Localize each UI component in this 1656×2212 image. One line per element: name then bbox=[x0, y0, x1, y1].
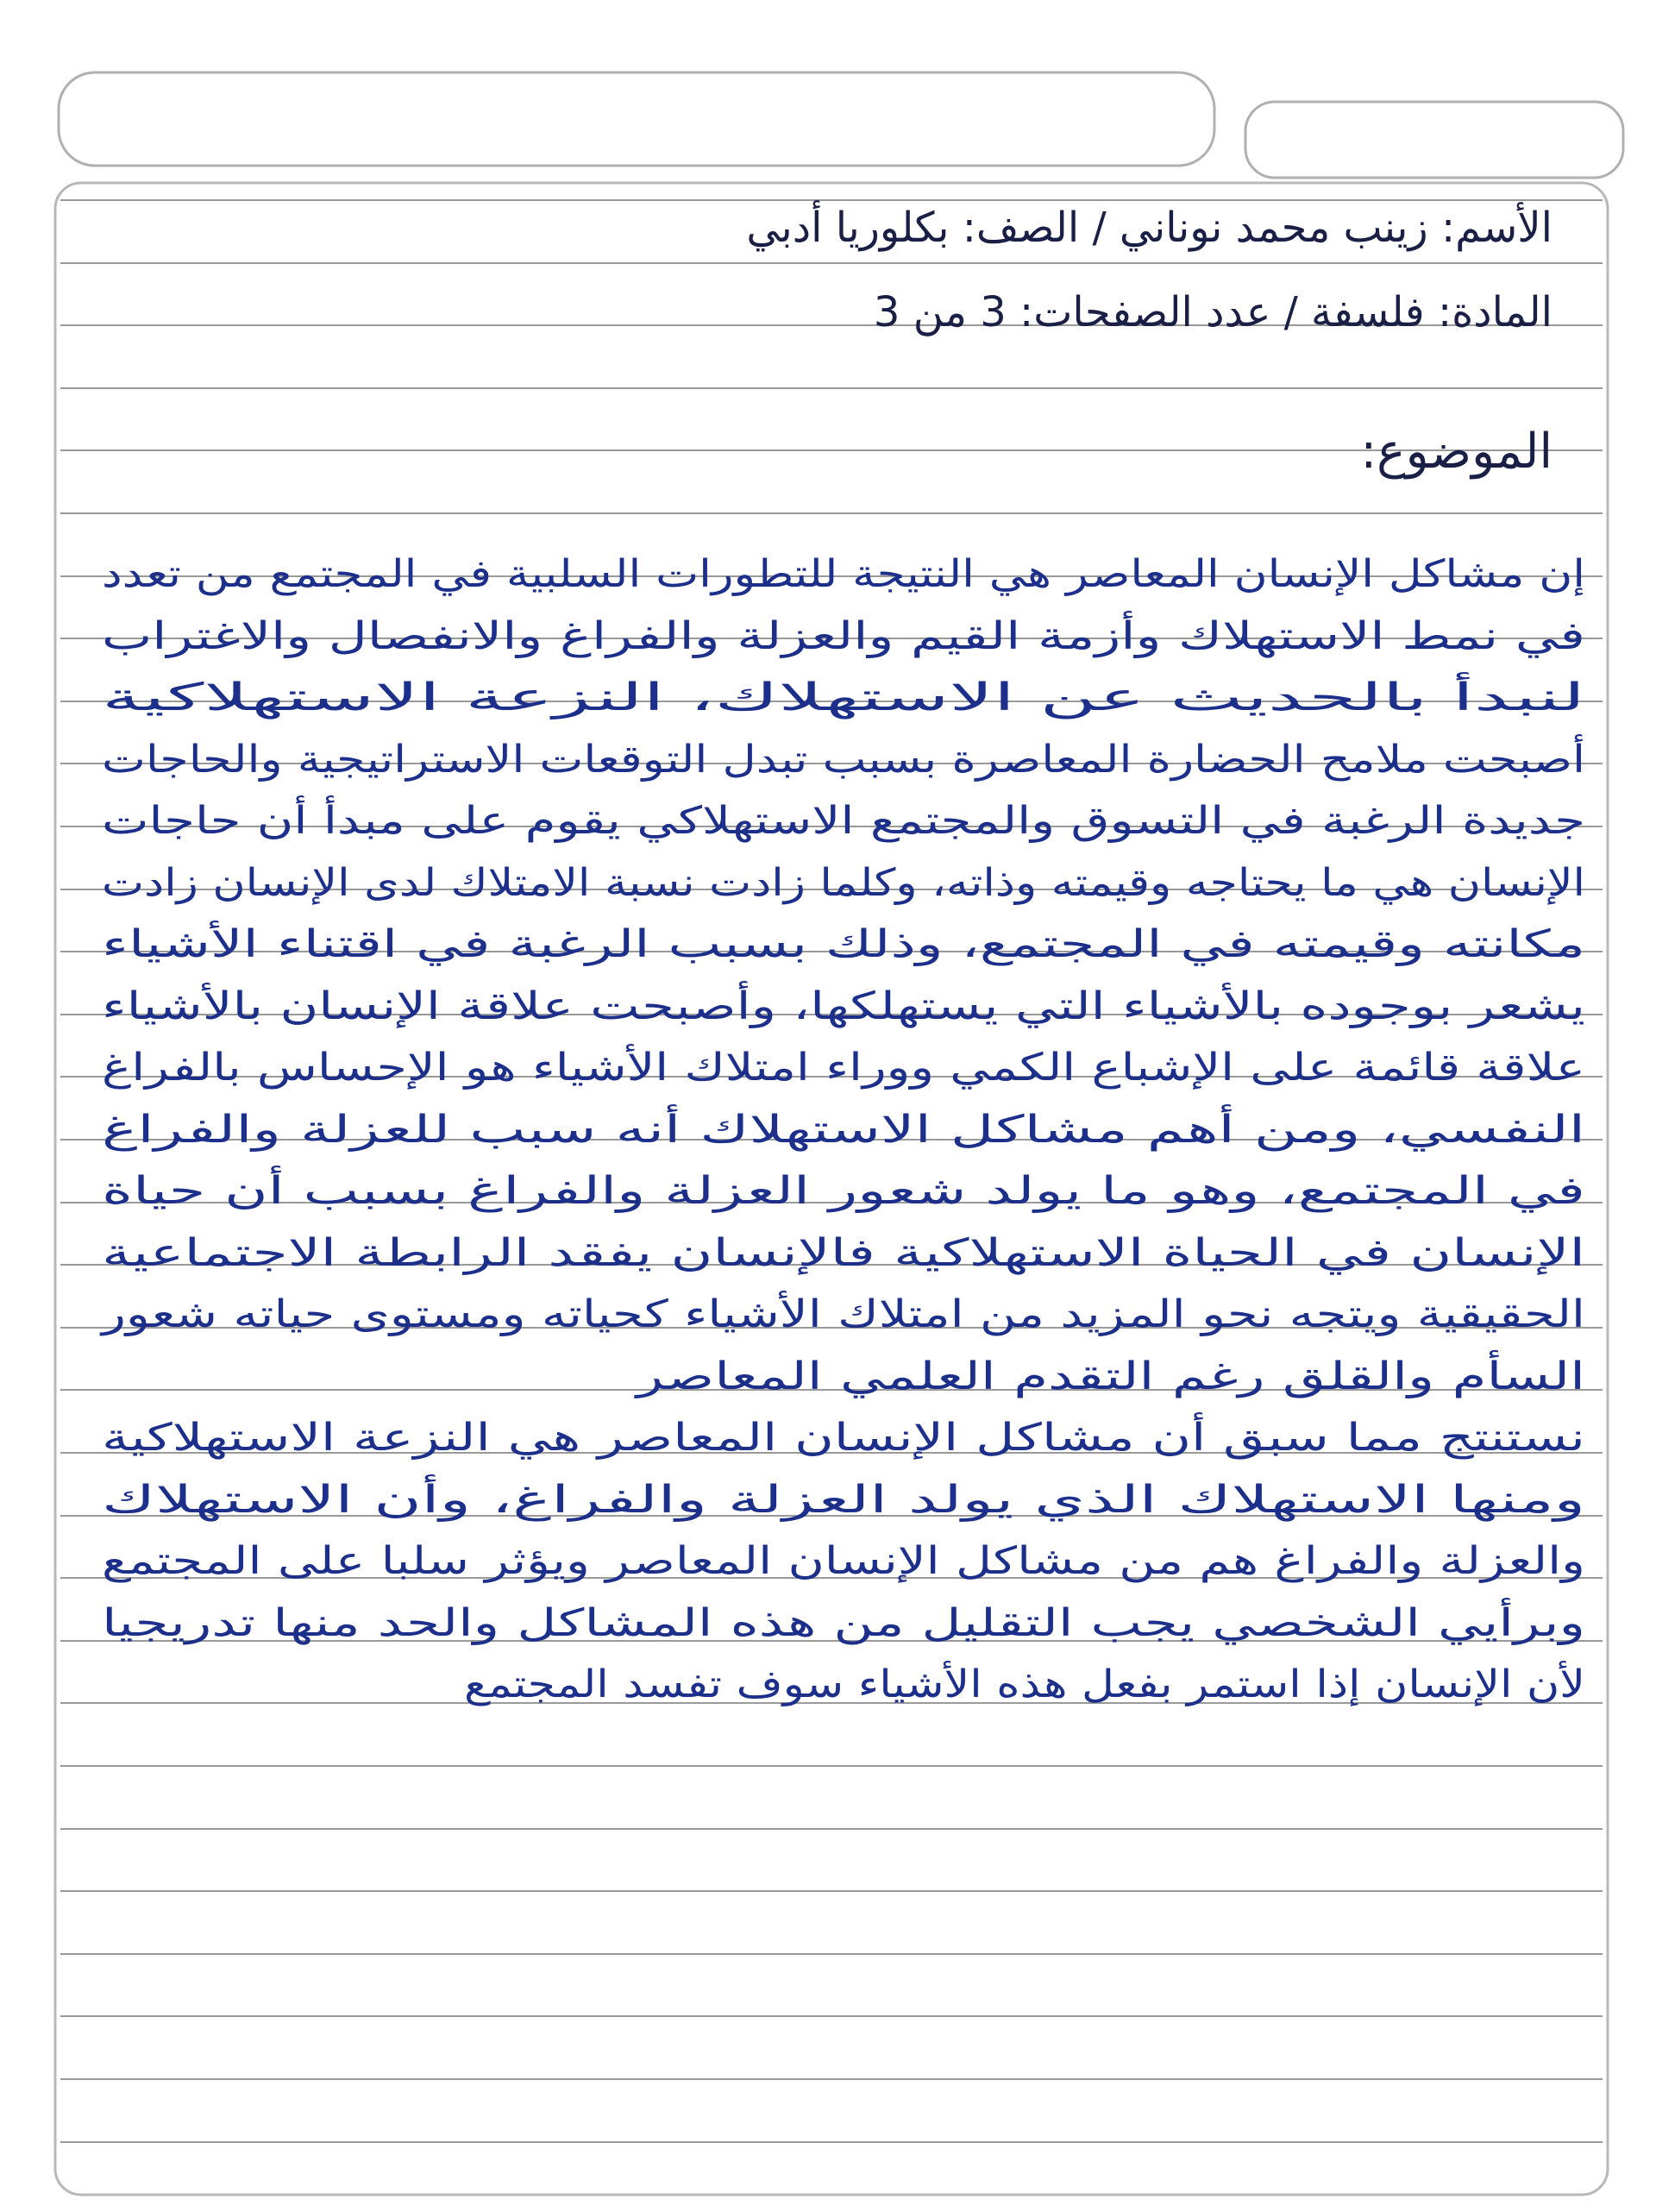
student-header bbox=[746, 200, 1552, 480]
essay-line: في المجتمع، وهو ما يولد شعور العزلة والفراغ بسبب أن حياة bbox=[102, 1169, 1051, 1213]
topic-label: الموضوع: bbox=[1360, 424, 1552, 480]
essay-line: جديدة الرغبة في التسوق والمجتمع الاستهلاكي يقوم على مبدأ أن حاجات bbox=[102, 799, 1229, 843]
essay-line: السأم والقلق رغم التقدم العلمي المعاصر bbox=[637, 1354, 1285, 1398]
essay-line: علاقة قائمة على الإشباع الكمي ووراء امتلاك الأشياء هو الإحساس بالفراغ bbox=[102, 1046, 1241, 1090]
essay-line: الإنسان في الحياة الاستهلاكية فالإنسان يفقد الرابطة الاجتماعية bbox=[102, 1231, 1585, 1275]
essay-line: لنبدأ بالحديث عن الاستهلاك، النزعة الاستهلاكية bbox=[102, 676, 827, 720]
essay-body bbox=[99, 552, 1585, 1706]
essay-line: يشعر بوجوده بالأشياء التي يستهلكها، وأصبحت علاقة الإنسان بالأشياء bbox=[102, 984, 1173, 1028]
essay-line: النفسي، ومن أهم مشاكل الاستهلاك أنه سبب للعزلة والفراغ bbox=[102, 1108, 1043, 1152]
essay-line: لأن الإنسان إذا استمر بفعل هذه الأشياء سوف تفسد المجتمع bbox=[464, 1662, 1411, 1706]
essay-line: في نمط الاستهلاك وأزمة القيم والعزلة والفراغ والانفصال والاغتراب bbox=[102, 614, 1157, 658]
name-line: الأسم: زينب محمد نوناني / الصف: بكلوريا أدبي bbox=[746, 204, 1552, 252]
essay-line: وبرأيي الشخصي يجب التقليل من هذه المشاكل والحد منها تدريجيا bbox=[102, 1601, 1134, 1645]
essay-line: أصبحت ملامح الحضارة المعاصرة بسبب تبدل التوقعات الاستراتيجية والحاجات bbox=[102, 738, 1311, 782]
essay-line: والعزلة والفراغ هم من مشاكل الإنسان المعاصر ويؤثر سلبا على المجتمع bbox=[102, 1539, 1585, 1583]
essay-line: ومنها الاستهلاك الذي يولد العزلة والفراغ، وأن الاستهلاك bbox=[102, 1478, 969, 1522]
header-box-left bbox=[59, 72, 1214, 166]
header-box-right bbox=[1245, 102, 1623, 178]
essay-line: الحقيقية ويتجه نحو المزيد من امتلاك الأشياء كحياته ومستوى حياته شعور bbox=[102, 1292, 1232, 1336]
essay-line: مكانته وقيمته في المجتمع، وذلك بسبب الرغبة في اقتناء الأشياء bbox=[102, 922, 1094, 966]
essay-line: إن مشاكل الإنسان المعاصر هي النتيجة للتطورات السلبية في المجتمع من تعدد bbox=[102, 552, 1585, 596]
essay-line: نستنتج مما سبق أن مشاكل الإنسان المعاصر هي النزعة الاستهلاكية bbox=[102, 1416, 1151, 1460]
subject-line: المادة: فلسفة / عدد الصفحات: 3 من 3 bbox=[873, 288, 1552, 336]
essay-line: الإنسان هي ما يحتاجه وقيمته وذاته، وكلما زادت نسبة الامتلاك لدى الإنسان زادت bbox=[102, 861, 1585, 905]
